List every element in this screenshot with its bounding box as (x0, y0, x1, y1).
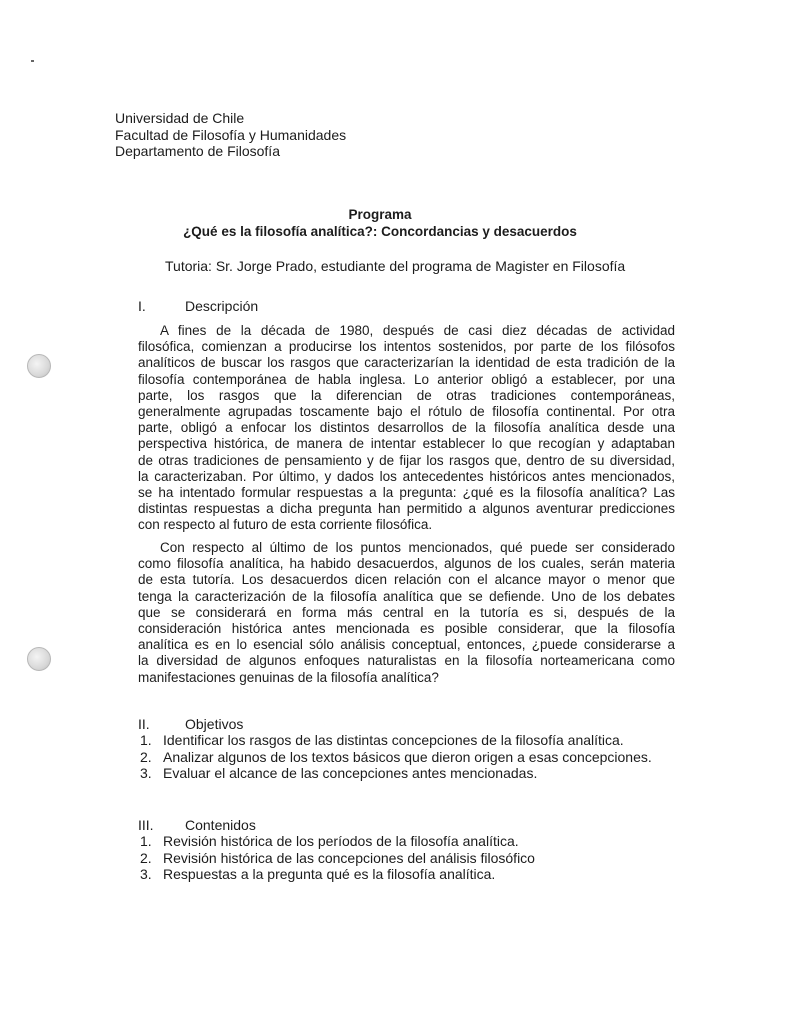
institution-header (115, 110, 346, 160)
paragraph-line: se ha intentado formular respuestas a la pregunta: ¿qué es la filosofía analítica? Las (138, 485, 675, 501)
paragraph-line: con respecto al futuro de esta corriente filosófica. (138, 517, 433, 533)
paragraph-line: que se considerará en forma más central en la tutoría es si, después de la (138, 604, 675, 620)
paragraph-line: de esta tutoría. Los desacuerdos dicen relación con el alcance mayor o menor que (138, 572, 675, 588)
section-title: Descripción (185, 298, 259, 314)
paragraph-line: generalmente agrupadas toscamente bajo el rótulo de filosofía continental. Por otra (138, 404, 675, 420)
section-heading-objetivos (138, 716, 243, 732)
item-text: Analizar algunos de los textos básicos que dieron origen a esas concepciones. (163, 748, 652, 765)
list-item (140, 866, 535, 883)
section-number: I. (138, 298, 146, 314)
paragraph-line: filosófica, comienzan a producirse los intentos sostenidos, por parte de los filósofos (138, 339, 675, 355)
paragraph-line: analíticos de buscar los rasgos que caracterizarían la identidad de esta tradición de la (138, 355, 675, 371)
list-item (140, 833, 535, 850)
header-faculty: Facultad de Filosofía y Humanidades (115, 126, 347, 143)
punch-hole-bottom (27, 647, 51, 671)
section-number: II. (138, 716, 150, 732)
tutoria-line: Tutoria: Sr. Jorge Prado, estudiante del programa de Magister en Filosofía (165, 258, 626, 274)
item-number: 2. (140, 748, 152, 765)
item-text: Respuestas a la pregunta qué es la filosofía analítica. (163, 866, 496, 882)
paragraph-line: perspectiva histórica, de manera de intentar establecer lo que recogían y adaptaban (138, 436, 675, 452)
list-item (140, 749, 652, 766)
description-paragraph-2 (138, 540, 675, 686)
paragraph-line: manifestaciones genuinas de la filosofía analítica? (138, 669, 439, 685)
section-title: Objetivos (185, 716, 244, 732)
paragraph-line: la caracterizaban. Por último, y dados los antecedentes históricos antes mencionados, (138, 468, 675, 484)
header-university: Universidad de Chile (115, 110, 245, 126)
title-line-1: Programa (348, 207, 412, 222)
paragraph-line: A fines de la década de 1980, después de casi diez décadas de actividad (160, 323, 675, 338)
paragraph-line: como filosofía analítica, ha habido desacuerdos, algunos de los cuales, serán materia (138, 556, 675, 572)
objectives-list (140, 732, 652, 782)
paragraph-line: de otras tradiciones de pensamiento y de fijar los rasgos que, dentro de su diversidad, (138, 452, 675, 468)
paragraph-line: la diversidad de algunos enfoques naturalistas en la filosofía norteamericana como (138, 653, 675, 669)
section-heading-contenidos (138, 817, 256, 833)
item-number: 1. (140, 833, 152, 849)
paragraph-line: parte, los rasgos que la diferencian de otras tradiciones contemporáneas, (138, 387, 675, 403)
paragraph-line: analítica es en lo esencial sólo análisis conceptual, entonces, ¿puede considerarse a (138, 637, 675, 653)
paragraph-line: Con respecto al último de los puntos mencionados, qué puede ser considerado (160, 540, 675, 555)
item-number: 3. (140, 866, 152, 882)
list-item (140, 732, 652, 749)
program-title (100, 206, 660, 240)
scan-speck (31, 60, 34, 62)
paragraph-line: filosofía contemporánea de habla inglesa. Lo anterior obligó a establecer, por una (138, 371, 675, 387)
header-department: Departamento de Filosofía (115, 143, 280, 159)
item-number: 2. (140, 849, 152, 866)
list-item (140, 850, 535, 867)
punch-hole-top (27, 354, 51, 378)
section-number: III. (138, 817, 154, 833)
list-item (140, 765, 652, 782)
paragraph-line: consideración histórica antes mencionada es posible considerar, que la filosofía (138, 621, 675, 637)
section-heading-descripcion (138, 298, 258, 314)
description-paragraph-1 (138, 323, 675, 534)
title-line-2: ¿Qué es la filosofía analítica?: Concordancias y desacuerdos (183, 224, 577, 239)
section-title: Contenidos (185, 817, 256, 833)
paragraph-line: distintas respuestas a dicha pregunta han permitido a algunos aventurar predicciones (138, 501, 675, 517)
item-number: 3. (140, 765, 152, 781)
item-text: Evaluar el alcance de las concepciones antes mencionadas. (163, 765, 538, 781)
contents-list (140, 833, 535, 883)
item-number: 1. (140, 732, 152, 748)
item-text: Revisión histórica de las concepciones del análisis filosófico (163, 849, 535, 866)
paragraph-line: parte, obligó a enfocar los distintos desarrollos de la filosofía analítica desde una (138, 420, 675, 436)
item-text: Revisión histórica de los períodos de la filosofía analítica. (163, 833, 519, 849)
paragraph-line: tenga la caracterización de la filosofía analítica que se defiende. Uno de los debates (138, 588, 675, 604)
item-text: Identificar los rasgos de las distintas concepciones de la filosofía analítica. (163, 732, 624, 748)
